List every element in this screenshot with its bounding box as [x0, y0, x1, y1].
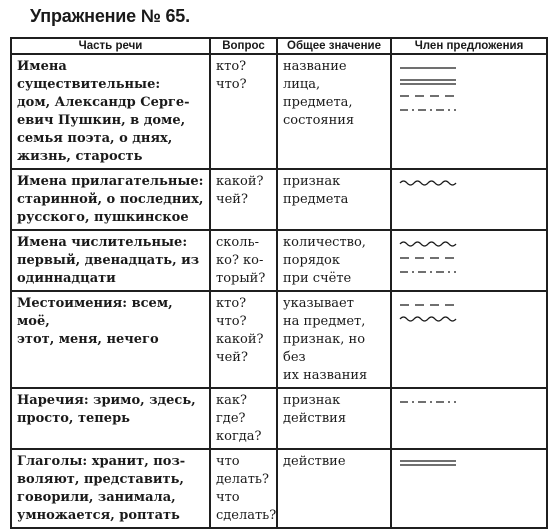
wavy-line-icon	[398, 312, 458, 326]
question-cell: сколь- ко? ко- торый?	[210, 230, 277, 291]
question-cell: какой? чей?	[210, 169, 277, 230]
question-cell: кто? что?	[210, 54, 277, 169]
part-of-speech-cell: Имена прилагательные: старинной, о последних, русского, пушкинское	[11, 169, 210, 230]
sentence-member-cell	[391, 230, 547, 291]
table-header-row	[11, 38, 547, 54]
table-row	[11, 388, 547, 449]
exercise-title: Упражнение № 65.	[30, 6, 190, 26]
sentence-member-cell	[391, 449, 547, 528]
dash-dot-line-icon	[398, 265, 458, 279]
meaning-cell: название лица, предмета, состояния	[277, 54, 391, 169]
header-sentence-member: Член предложения	[391, 38, 547, 54]
part-of-speech-cell: Имена числительные: первый, двенадцать, из одиннадцати	[11, 230, 210, 291]
sentence-member-cell	[391, 291, 547, 388]
part-of-speech-cell: Наречия: зримо, здесь, просто, теперь	[11, 388, 210, 449]
question-cell: кто? что? какой? чей?	[210, 291, 277, 388]
dashed-line-icon	[398, 298, 458, 312]
part-of-speech-cell: Глаголы: хранит, поз- воляют, представить, говорили, занимала, умножается, роптать	[11, 449, 210, 528]
header-part-of-speech: Часть речи	[11, 38, 210, 54]
header-meaning: Общее значение	[277, 38, 391, 54]
sentence-member-cell	[391, 169, 547, 230]
part-of-speech-cell: Имена существительные: дом, Александр Серге- евич Пушкин, в доме, семья поэта, о днях, жизнь, старость	[11, 54, 210, 169]
part-of-speech-cell: Местоимения: всем, моё, этот, меня, нечего	[11, 291, 210, 388]
sentence-member-cell	[391, 54, 547, 169]
double-line-icon	[398, 456, 458, 470]
table-row	[11, 230, 547, 291]
meaning-cell: количество, порядок при счёте	[277, 230, 391, 291]
table-row	[11, 54, 547, 169]
table-row	[11, 449, 547, 528]
dashed-line-icon	[398, 89, 458, 103]
meaning-cell: указывает на предмет, признак, но без их названия	[277, 291, 391, 388]
dash-dot-line-icon	[398, 103, 458, 117]
dashed-line-icon	[398, 251, 458, 265]
question-cell: что делать? что сделать?	[210, 449, 277, 528]
dash-dot-line-icon	[398, 395, 458, 409]
wavy-line-icon	[398, 176, 458, 190]
solid-line-icon	[398, 61, 458, 75]
table-row	[11, 169, 547, 230]
meaning-cell: признак действия	[277, 388, 391, 449]
wavy-line-icon	[398, 237, 458, 251]
parts-of-speech-table	[10, 37, 548, 529]
header-question: Вопрос	[210, 38, 277, 54]
meaning-cell: признак предмета	[277, 169, 391, 230]
sentence-member-cell	[391, 388, 547, 449]
table-row	[11, 291, 547, 388]
question-cell: как? где? когда?	[210, 388, 277, 449]
double-line-icon	[398, 75, 458, 89]
meaning-cell: действие	[277, 449, 391, 528]
